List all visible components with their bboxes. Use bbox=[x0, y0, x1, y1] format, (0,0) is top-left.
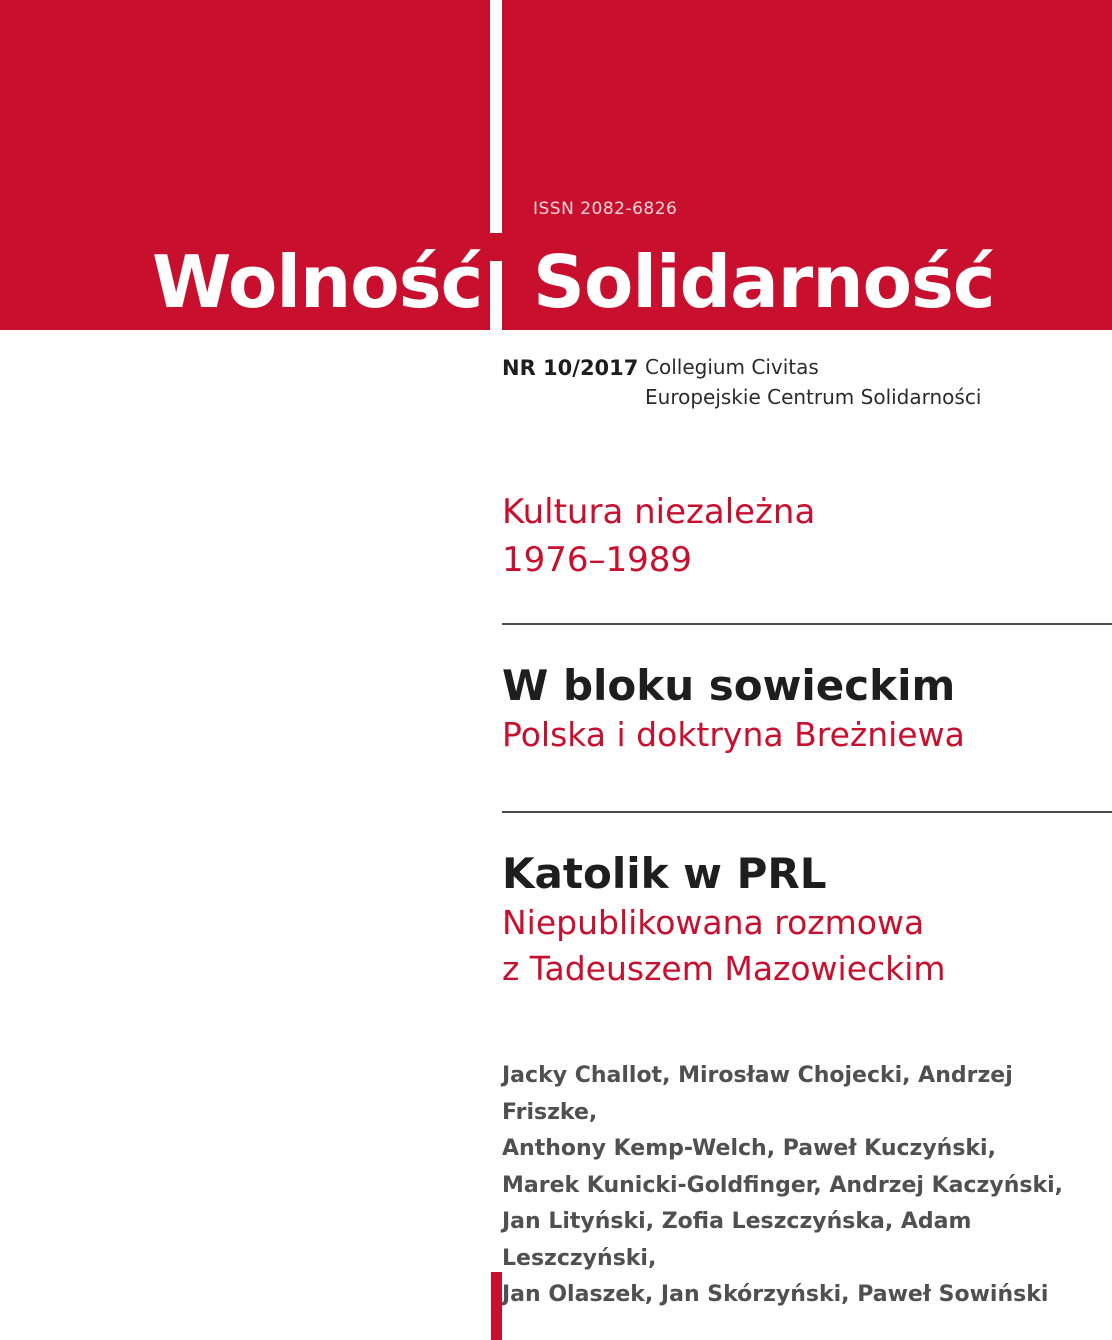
journal-title-wolnosc: Wolność bbox=[152, 240, 483, 324]
theme-line: Kultura niezależna bbox=[502, 492, 816, 532]
author-line: Anthony Kemp-Welch, Paweł Kuczyński, bbox=[502, 1136, 996, 1161]
issue-theme bbox=[502, 488, 815, 584]
banner-divider bbox=[490, 0, 502, 330]
theme-line: 1976–1989 bbox=[502, 540, 693, 580]
section-catholic-prl bbox=[502, 848, 946, 992]
author-list bbox=[502, 1058, 1112, 1314]
issue-number: NR 10/2017 bbox=[502, 356, 639, 380]
section-heading: Katolik w PRL bbox=[502, 849, 827, 898]
section-heading: W bloku sowieckim bbox=[502, 661, 956, 710]
journal-title-solidarnosc: Solidarność bbox=[533, 240, 995, 324]
section-subtitle: z Tadeuszem Mazowieckim bbox=[502, 949, 946, 988]
bottom-accent-bar bbox=[491, 1272, 502, 1340]
author-line: Marek Kunicki-Goldfinger, Andrzej Kaczyński, bbox=[502, 1172, 1063, 1198]
publisher-line: Collegium Civitas bbox=[645, 355, 819, 379]
banner-divider-gap bbox=[490, 233, 502, 261]
publisher-line: Europejskie Centrum Solidarności bbox=[645, 385, 982, 409]
author-line: Jacky Challot, Mirosław Chojecki, Andrzej Friszke, bbox=[502, 1063, 1013, 1125]
section-subtitle: Polska i doktryna Breżniewa bbox=[502, 715, 965, 754]
author-line: Jan Lityński, Zofia Leszczyńska, Adam Leszczyński, bbox=[502, 1209, 972, 1271]
section-divider bbox=[502, 811, 1112, 813]
section-divider bbox=[502, 623, 1112, 625]
section-subtitle: Niepublikowana rozmowa bbox=[502, 903, 925, 942]
publishers bbox=[645, 352, 981, 412]
section-soviet-bloc bbox=[502, 660, 965, 758]
author-line: Jan Olaszek, Jan Skórzyński, Paweł Sowiński bbox=[502, 1282, 1049, 1307]
issn-number: ISSN 2082-6826 bbox=[533, 199, 678, 219]
